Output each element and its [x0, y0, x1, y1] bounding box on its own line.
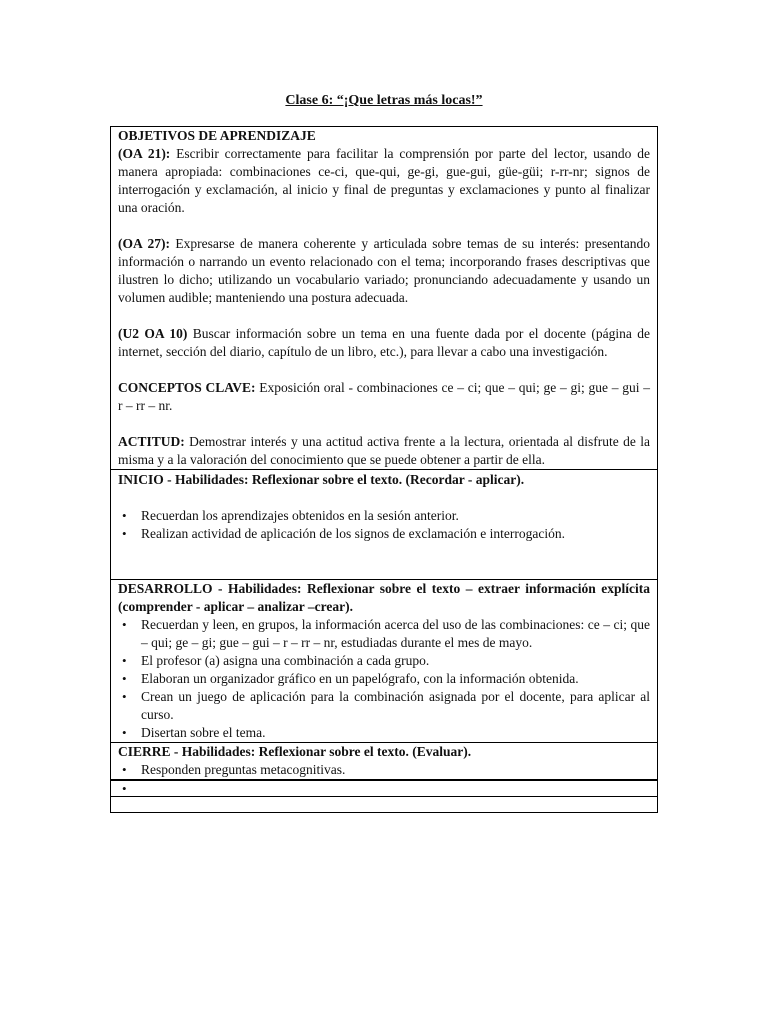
empty-row: [111, 781, 657, 797]
conceptos-clave-label: CONCEPTOS CLAVE:: [118, 380, 256, 395]
list-item: • Crean un juego de aplicación para la combinación asignada por el docente, para aplicar al curso.: [122, 689, 650, 722]
u2oa10-paragraph: [118, 325, 650, 361]
list-item: • Responden preguntas metacognitivas.: [122, 762, 346, 777]
actitud-text: Demostrar interés y una actitud activa frente a la lectura, orientada al disfrute de la misma y a la valoración del conocimiento que se puede obtener a partir de ella.: [118, 434, 650, 467]
list-item: • Recuerdan y leen, en grupos, la información acerca del uso de las combinaciones: ce – ci; que – qui; ge – gi; gue – gui – r – rr – nr, estudiadas durante el mes de mayo.: [122, 617, 650, 650]
bullet-icon: •: [122, 653, 127, 668]
actitud-paragraph: [118, 433, 650, 469]
conceptos-clave-text: Exposición oral - combinaciones ce – ci; que – qui; ge – gi; gue – gui – r – rr – nr.: [118, 380, 650, 413]
bullet-icon: •: [122, 526, 127, 541]
oa21-label: (OA 21):: [118, 146, 171, 161]
bullet-icon: •: [122, 508, 127, 523]
oa27-label: (OA 27):: [118, 236, 170, 251]
u2oa10-text: Buscar información sobre un tema en una fuente dada por el docente (página de internet, sección del diario, capítulo de un libro, etc.), para llevar a cabo una investigación.: [118, 326, 651, 359]
inicio-section: [111, 470, 657, 580]
list-item: • El profesor (a) asigna una combinación a cada grupo.: [122, 653, 430, 668]
desarrollo-heading: DESARROLLO - Habilidades: Reflexionar sobre el texto – extraer información explícita (comprender - aplicar – analizar –crear).: [118, 581, 650, 614]
objetivos-heading: OBJETIVOS DE APRENDIZAJE: [118, 128, 316, 143]
bullet-icon: •: [122, 762, 127, 777]
list-item: • Realizan actividad de aplicación de los signos de exclamación e interrogación.: [122, 526, 565, 541]
page-title: [0, 92, 768, 110]
bullet-icon: •: [122, 689, 127, 704]
cierre-section: [111, 743, 657, 780]
cierre-list: [118, 761, 650, 779]
cierre-heading: CIERRE - Habilidades: Reflexionar sobre el texto. (Evaluar).: [118, 744, 472, 759]
conceptos-clave-paragraph: [118, 379, 650, 415]
oa27-paragraph: [118, 235, 650, 307]
list-item: • Disertan sobre el tema.: [122, 725, 266, 740]
bullet-icon: •: [122, 781, 127, 796]
objetivos-section: [111, 127, 657, 470]
desarrollo-list: [118, 616, 650, 742]
list-item: • Elaboran un organizador gráfico en un papelógrafo, con la información obtenida.: [122, 671, 579, 686]
oa21-text: Escribir correctamente para facilitar la comprensión por parte del lector, usando de manera apropiada: combinaciones ce-ci, que-qui, ge-gi, gue-gui, güe-güi; r-rr-nr; signos de interrogación y exclamación, al inicio y final de preguntas y exclamaciones y punto al finalizar una oración.: [118, 146, 650, 215]
empty-row: [111, 797, 657, 812]
bullet-icon: •: [122, 671, 127, 686]
desarrollo-section: [111, 580, 657, 743]
u2oa10-label: (U2 OA 10): [118, 326, 188, 341]
oa21-paragraph: [118, 145, 650, 217]
inicio-heading: INICIO - Habilidades: Reflexionar sobre el texto. (Recordar - aplicar).: [118, 472, 525, 487]
actitud-label: ACTITUD:: [118, 434, 185, 449]
inicio-list: [118, 507, 650, 543]
bullet-icon: •: [122, 617, 127, 632]
oa27-text: Expresarse de manera coherente y articulada sobre temas de su interés: presentando información o narrando un evento relacionado con el tema; incorporando frases descriptivas que ilustren lo dicho; utilizando un vocabulario variado; pronunciando adecuadamente y usando un volumen audible; manteniendo una postura adecuada.: [118, 236, 650, 305]
lesson-plan-table: [110, 126, 658, 813]
bullet-icon: •: [122, 725, 127, 740]
list-item: • Recuerdan los aprendizajes obtenidos en la sesión anterior.: [122, 508, 459, 523]
page-title-text: Clase 6: “¡Que letras más locas!”: [285, 93, 483, 108]
